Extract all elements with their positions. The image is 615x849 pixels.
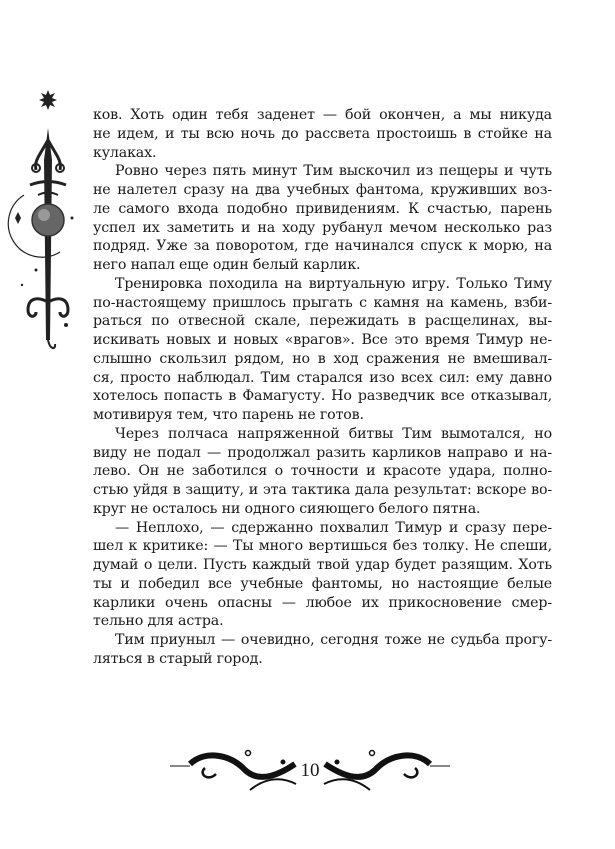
text-line: хотелось попасть в Фамагусту. Но разведчик все отказывал, xyxy=(93,388,552,405)
paragraph xyxy=(93,106,552,162)
text-line: Тим приуныл — очевидно, сегодня тоже не судьба прогу- xyxy=(115,632,552,648)
sword-ornament-icon xyxy=(0,70,90,360)
text-line: раться по отвесной скале, пережидать в расщелинах, вы- xyxy=(93,313,552,330)
body-text xyxy=(93,106,552,669)
right-flourish-icon xyxy=(320,740,470,800)
paragraph xyxy=(93,519,552,632)
text-line: стью уйдя в защиту, и эта тактика дала результат: вскоре во- xyxy=(93,482,552,498)
text-line: карлики очень опасны — любое их прикосновение смер- xyxy=(93,594,552,611)
paragraph xyxy=(93,275,552,425)
text-line: слышно скользил рядом, но в ход сражения не вмешивал- xyxy=(93,350,552,367)
text-line: по-настоящему пришлось прыгать с камня на камень, взби- xyxy=(93,294,552,311)
text-line: ты и победил все учебные фантомы, но настоящие белые xyxy=(93,575,552,592)
text-line: ляться в старый город. xyxy=(93,650,263,667)
text-line: ков. Хоть один тебя заденет — бой окончен, а мы никуда xyxy=(93,107,552,123)
text-line: лево. Он не заботился о точности и красоте удара, полно- xyxy=(93,463,552,480)
text-line: ся, просто наблюдал. Тим старался изо всех сил: ему давно xyxy=(93,369,552,386)
text-line: искивать новых и новых «врагов». Все это время Тимур не- xyxy=(93,332,552,348)
text-line: тельно для астра. xyxy=(93,613,224,630)
text-line: Тренировка походила на виртуальную игру. Только Тиму xyxy=(115,275,552,292)
text-line: успел их заметить и на ходу рубанул мечом несколько раз xyxy=(93,219,552,236)
paragraph xyxy=(93,631,552,669)
page-number: 10 xyxy=(300,760,320,781)
text-line: него напал еще один белый карлик. xyxy=(93,257,361,273)
text-line: мотивируя тем, что парень не готов. xyxy=(93,407,364,423)
text-line: виду не подал — продолжал разить карликов направо и на- xyxy=(93,444,552,461)
text-line: — Неплохо, — сдержанно похвалил Тимур и сразу пере- xyxy=(115,519,552,536)
text-line: кулаках. xyxy=(93,144,157,161)
text-line: круг не осталось ни одного сияющего белого пятна. xyxy=(93,500,481,517)
text-line: Ровно через пять минут Тим выскочил из пещеры и чуть xyxy=(115,163,552,180)
text-line: думай о цели. Пусть каждый твой удар будет разящим. Хоть xyxy=(93,557,552,573)
paragraph xyxy=(93,162,552,275)
paragraph xyxy=(93,425,552,519)
text-line: шел к критике: — Ты много вертишься без толку. Не спеши, xyxy=(93,538,552,555)
text-line: Через полчаса напряженной битвы Тим вымотался, но xyxy=(115,425,552,442)
text-line: не идем, и ты всю ночь до рассвета простоишь в стойке на xyxy=(93,125,552,142)
page-footer xyxy=(150,740,470,800)
text-line: подряд. Уже за поворотом, где начинался спуск к морю, на xyxy=(93,238,552,255)
text-line: не налетел сразу на два учебных фантома, круживших воз- xyxy=(93,182,552,198)
text-line: ле самого входа подобно привидениям. К счастью, парень xyxy=(93,200,552,217)
